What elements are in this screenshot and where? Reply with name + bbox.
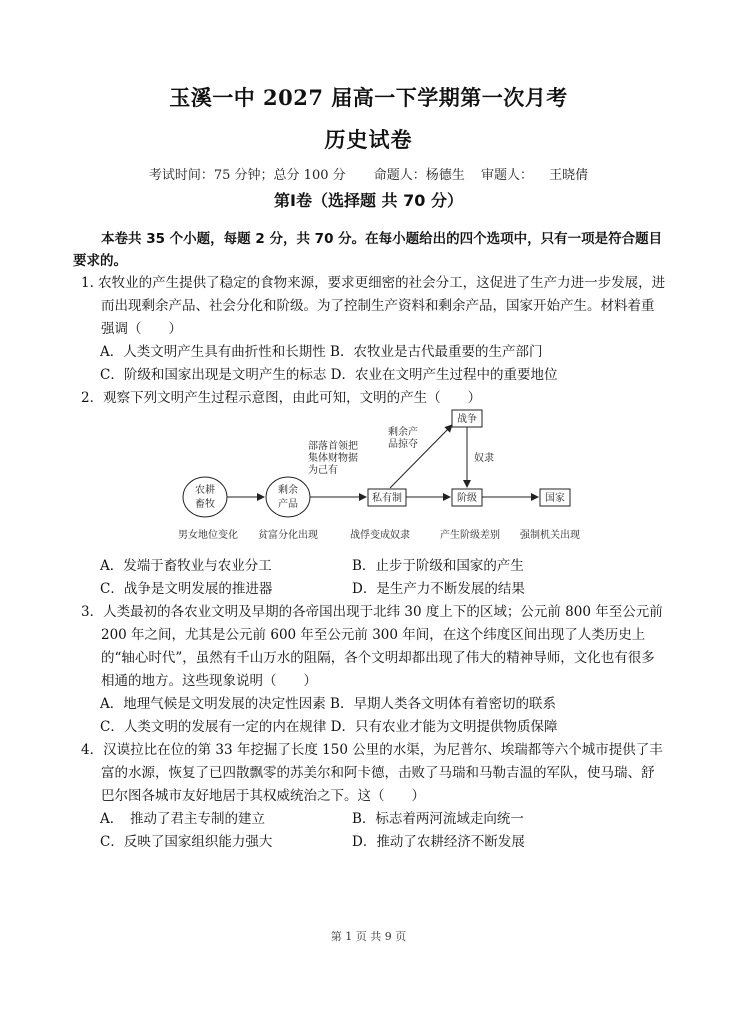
- option-c: C．人类文明的发展有一定的内在规律: [100, 719, 327, 735]
- option-b: B．标志着两河流域走向统一: [352, 811, 524, 827]
- question-1-options: [100, 341, 660, 387]
- question-stem: 2．观察下列文明产生过程示意图，由此可知，文明的产生（ ）: [81, 390, 482, 406]
- civilization-flow-diagram: [178, 405, 598, 555]
- option-b: B．早期人类各文明体有着密切的联系: [330, 696, 556, 712]
- option-c: C．反映了国家组织能力强大: [100, 834, 273, 850]
- option-a: A． 推动了君主专制的建立: [100, 811, 265, 827]
- question-4-options: [100, 808, 660, 854]
- bottom-label-wealth: 贫富分化出现: [258, 530, 318, 541]
- question-2-options: [100, 555, 660, 601]
- exam-reviewer: 王晓倩: [549, 168, 589, 183]
- node-state: 国家: [545, 493, 565, 504]
- node-surplus-line2: 产品: [278, 499, 298, 510]
- bottom-label-gender: 男女地位变化: [178, 530, 238, 541]
- question-stem: 4．汉谟拉比在位的第 33 年挖掘了长度 150 公里的水渠，为尼普尔、埃瑞都等六个城市提供了丰富的水源，恢复了已四散飘零的苏美尔和阿卡德，击败了马瑞和马勒吉温的军队，使马瑞、舒巴尔图各城市友好地居于其权威统治之下。这（ ）: [81, 742, 663, 804]
- question-3: [73, 601, 667, 693]
- bottom-label-captives: 战俘变成奴隶: [350, 530, 410, 541]
- node-farming-line1: 农耕: [195, 485, 215, 496]
- bottom-label-coercion: 强制机关出现: [520, 530, 580, 541]
- option-a: A．地理气候是文明发展的决定性因素: [100, 696, 326, 712]
- question-stem: 1. 农牧业的产生提供了稳定的食物来源，要求更细密的社会分工，这促进了生产力进一步发展，进而出现剩余产品、社会分化和阶级。为了控制生产资料和剩余产品，国家开始产生。材料着重强调（ ）: [81, 275, 666, 337]
- question-3-options: [100, 693, 660, 739]
- section-instructions: 本卷共 35 个小题，每题 2 分，共 70 分。在每小题给出的四个选项中，只有一项是符合题目要求的。: [73, 231, 663, 269]
- page-number: 第 1 页 共 9 页: [330, 930, 407, 943]
- node-farming-circle: [183, 477, 227, 517]
- node-war: 战争: [457, 414, 477, 425]
- label-slaves: 奴隶: [474, 453, 494, 464]
- node-class: 阶级: [457, 493, 477, 504]
- exam-author: 命题人：杨德生: [373, 168, 465, 183]
- option-d: D．是生产力不断发展的结果: [352, 581, 525, 597]
- option-d: D．推动了农耕经济不断发展: [352, 834, 525, 850]
- label-plunder-line2: 品掠夺: [388, 439, 418, 450]
- question-stem: 3．人类最初的各农业文明及早期的各帝国出现于北纬 30 度上下的区域；公元前 800 年至公元前 200 年之间，尤其是公元前 600 年至公元前 300 年间，在这个纬度区间出现了人类历史上的“轴心时代”，虽然有千山万水的阻隔，各个文明却都出现了伟大的精神导师，文化也有很多相通的地方。这些现象说明（ ）: [81, 604, 663, 689]
- exam-info: [0, 164, 737, 183]
- label-plunder-line1: 剩余产: [388, 427, 418, 438]
- node-surplus-line1: 剩余: [278, 485, 298, 496]
- label-chief-line1: 部落首领把: [308, 441, 358, 452]
- exam-title: 玉溪一中 2027 届高一下学期第一次月考: [169, 85, 568, 110]
- exam-time-score: 考试时间：75 分钟；总分 100 分: [148, 168, 346, 183]
- option-b: B．止步于阶级和国家的产生: [352, 558, 524, 574]
- question-4: [73, 739, 667, 808]
- option-d: D．农业在文明产生过程中的重要地位: [330, 367, 558, 383]
- exam-subtitle: 历史试卷: [324, 127, 413, 152]
- option-b: B．农牧业是古代最重要的生产部门: [330, 344, 543, 360]
- option-a: A．发端于畜牧业与农业分工: [100, 558, 272, 574]
- node-farming-line2: 畜牧: [195, 499, 215, 510]
- node-private: 私有制: [372, 493, 402, 504]
- section-title: 第Ⅰ卷（选择题 共 70 分）: [274, 191, 463, 210]
- question-1: [73, 272, 667, 341]
- exam-reviewer-label: 审题人：: [480, 168, 533, 183]
- bottom-label-class-diff: 产生阶级差别: [440, 530, 500, 541]
- option-d: D．只有农业才能为文明提供物质保障: [330, 719, 558, 735]
- option-c: C．战争是文明发展的推进器: [100, 581, 273, 597]
- node-surplus-circle: [266, 477, 310, 517]
- label-chief-line2: 集体财物据: [308, 453, 358, 464]
- label-chief-line3: 为己有: [308, 465, 338, 476]
- option-a: A．人类文明产生具有曲折性和长期性: [100, 344, 326, 360]
- option-c: C．阶级和国家出现是文明产生的标志: [100, 367, 327, 383]
